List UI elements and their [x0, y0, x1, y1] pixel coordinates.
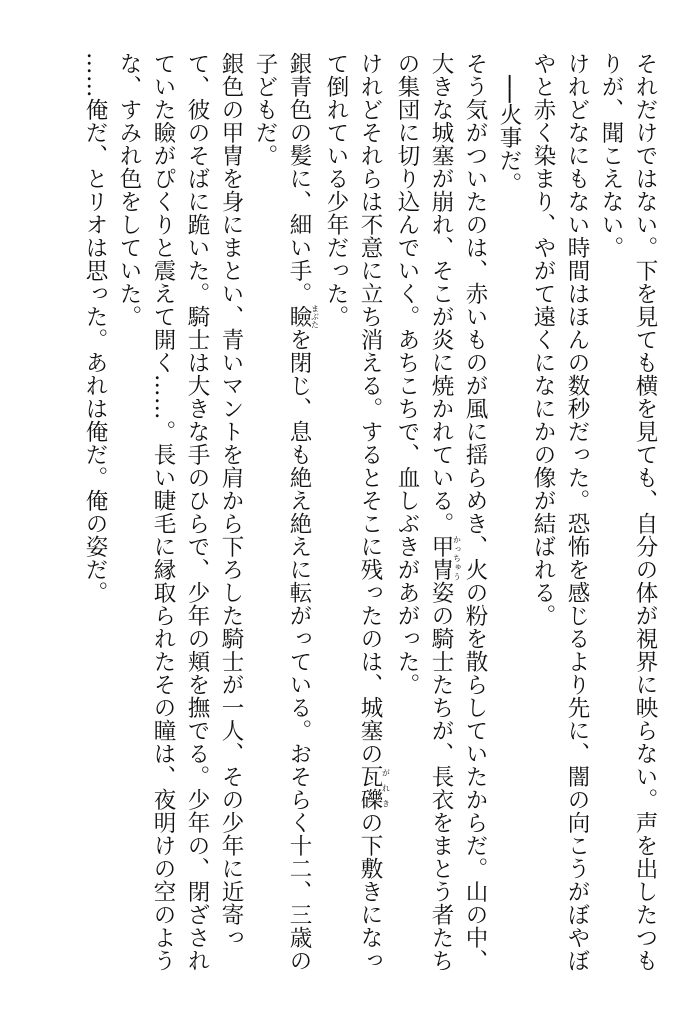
- ruby-reading: がれき: [381, 765, 391, 811]
- paragraph: [319, 52, 390, 972]
- paragraph-text: 銀青色の髪に、細い手。: [286, 52, 312, 305]
- ruby-base: 瞼: [286, 304, 312, 329]
- ruby-word: [428, 535, 462, 581]
- paragraph-text: 銀色の甲冑を身にまとい、青いマントを肩から下ろした騎士が一人、その少年に近寄って、彼のそばに跪いた。騎士は大きな手のひらで、少年の頬を撫でる。少年の、閉ざされていた瞼がぴくりと震えて開く……。長い睫毛に縁取られたその瞳は、夜明けの空のような、すみれ色をしていた。: [116, 52, 244, 972]
- ruby-word: [357, 765, 391, 811]
- paragraph: [492, 52, 526, 972]
- ruby-word: [286, 304, 320, 329]
- paragraph-text: 姿の騎士たちが、長衣をまとう者たちの集団に切り込んでいく。あちこちで、血しぶきがあがった。: [394, 52, 454, 972]
- paragraph-text: けれどなにもない時間はほんの数秒だった。恐怖を感じるより先に、闇の向こうがぼやぼやと赤く染まり、やがて遠くになにかの像が結ばれる。: [530, 52, 590, 972]
- ruby-base: 瓦礫: [357, 765, 383, 811]
- ruby-reading: かっちゅう: [452, 535, 462, 581]
- paragraph: [390, 52, 492, 972]
- paragraph: [248, 52, 319, 972]
- paragraph-text: ……俺だ、とリオは思った。あれは俺だ。俺の姿だ。: [82, 52, 108, 604]
- paragraph-text: そう気がついたのは、赤いものが風に揺らめき、火の粉を散らしていたからだ。山の中、大きな城塞が崩れ、そこが炎に焼かれている。: [428, 52, 488, 972]
- ruby-base: 甲冑: [428, 535, 454, 581]
- paragraph: [526, 52, 594, 972]
- paragraph: [78, 52, 112, 972]
- paragraph-text: を閉じ、息も絶え絶えに転がっている。おそらく十二、三歳の子どもだ。: [252, 52, 312, 972]
- paragraph: [594, 52, 662, 972]
- vertical-text-body: [78, 52, 662, 972]
- paragraph-text: けれどそれらは不意に立ち消える。するとそこに残ったのは、城塞の: [357, 52, 383, 765]
- paragraph-text: ──火事だ。: [496, 74, 522, 195]
- ruby-reading: まぶた: [310, 304, 320, 329]
- paragraph-text: の下敷きになって倒れている少年だった。: [323, 52, 383, 972]
- paragraph: [112, 52, 248, 972]
- paragraph-text: それだけではない。下を見ても横を見ても、自分の体が視界に映らない。声を出したつもりが、聞こえない。: [598, 52, 658, 972]
